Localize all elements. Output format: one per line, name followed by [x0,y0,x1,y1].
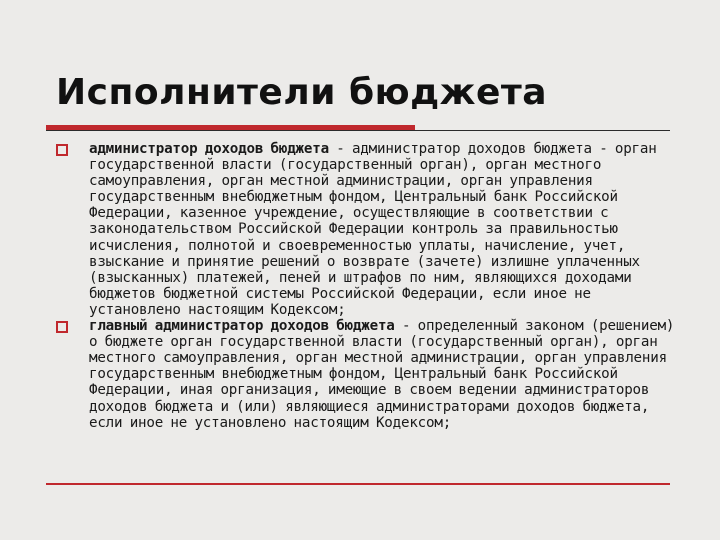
bullet-list [56,141,676,431]
square-bullet-icon [56,321,68,333]
title-underline [46,130,670,131]
bullet-term: главный администратор доходов бюджета [89,318,395,335]
title-accent-bar [46,125,415,130]
bullet-item-administrator [56,141,676,318]
bullet-text [89,318,676,431]
bullet-item-chief-administrator [56,318,676,431]
slide-title: Исполнители бюджета [56,72,548,113]
square-bullet-icon [56,144,68,156]
bullet-text [89,141,676,318]
bullet-definition: - определенный законом (решением) о бюджете орган государственной власти (государственный орган), орган местного самоуправления, орган местной администрации, орган управления государственным внебюджетным фондом, Центральный банк Российской Федерации, иная организация, имеющие в своем ведении администраторов доходов бюджета и (или) являющиеся администраторами доходов бюджета, если иное не установлено настоящим Кодексом; [89,318,675,431]
bullet-term: администратор доходов бюджета [89,141,329,157]
bullet-definition: - администратор доходов бюджета - орган государственной власти (государственный орган), орган местного самоуправления, орган местной администрации, орган управления государственным внебюджетным фондом, Центральный банк Российской Федерации, казенное учреждение, осуществляющие в соответствии с законодательством Российской Федерации контроль за правильностью исчисления, полнотой и своевременностью уплаты, начисление, учет, взыскание и принятие решений о возврате (зачете) излишне уплаченных (взысканных) платежей, пеней и штрафов по ним, являющихся доходами бюджетов бюджетной системы Российской Федерации, если иное не установлено настоящим Кодексом; [89,141,657,318]
footer-divider [46,483,670,485]
